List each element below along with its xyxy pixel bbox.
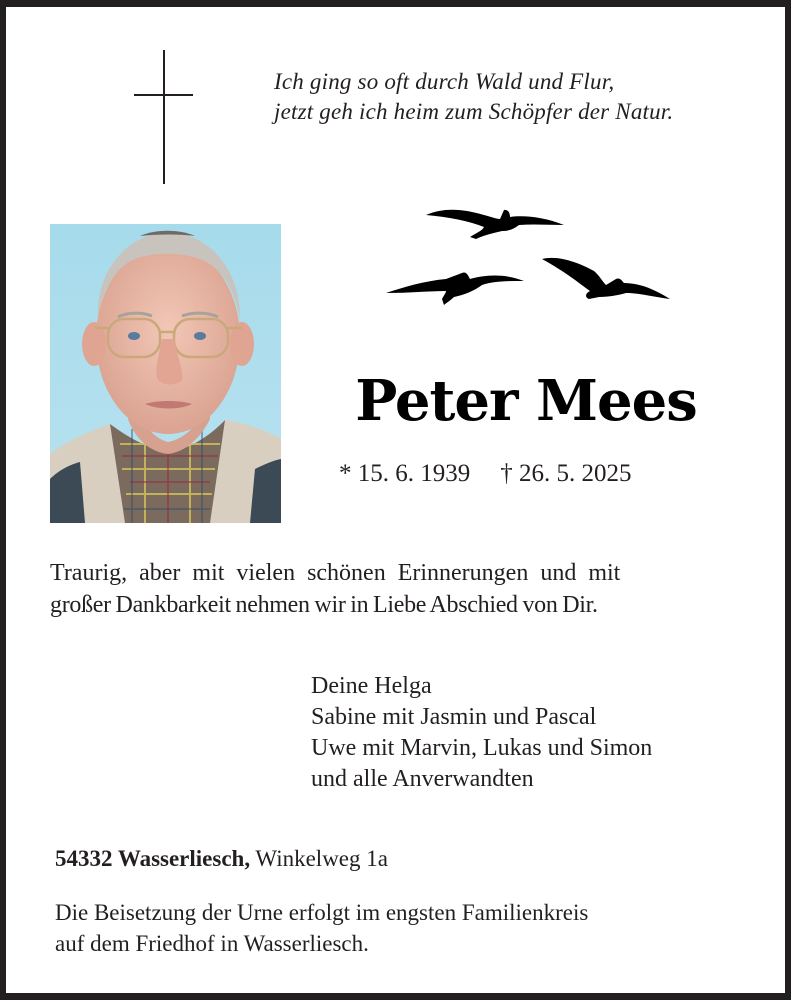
verse-line: jetzt geh ich heim zum Schöpfer der Natur. bbox=[274, 99, 674, 124]
mourners-list bbox=[311, 671, 761, 795]
deceased-name: Peter Mees bbox=[355, 368, 697, 434]
mourner: Uwe mit Marvin, Lukas und Simon bbox=[311, 735, 653, 761]
life-dates bbox=[339, 457, 759, 491]
message-line: großer Dankbarkeit nehmen wir in Liebe Abschied von Dir. bbox=[50, 592, 598, 618]
mourner: Deine Helga bbox=[311, 673, 432, 699]
burial-info bbox=[55, 897, 775, 959]
burial-line: auf dem Friedhof in Wasserliesch. bbox=[55, 931, 369, 956]
farewell-message bbox=[50, 557, 762, 621]
cross-icon bbox=[134, 50, 194, 184]
death-date: † 26. 5. 2025 bbox=[500, 460, 632, 487]
address-city: 54332 Wasserliesch, bbox=[55, 846, 251, 871]
mourner: und alle Anverwandten bbox=[311, 766, 534, 792]
portrait-illustration bbox=[50, 224, 281, 523]
memorial-verse bbox=[274, 67, 774, 127]
portrait-photo bbox=[50, 224, 281, 523]
family-address bbox=[55, 843, 755, 875]
burial-line: Die Beisetzung der Urne erfolgt im engsten Familienkreis bbox=[55, 900, 589, 925]
mourner: Sabine mit Jasmin und Pascal bbox=[311, 704, 597, 730]
verse-line: Ich ging so oft durch Wald und Flur, bbox=[274, 69, 615, 94]
message-line: Traurig, aber mit vielen schönen Erinnerungen und mit bbox=[50, 560, 621, 586]
birth-date: * 15. 6. 1939 bbox=[339, 460, 471, 487]
flying-birds-icon bbox=[384, 195, 674, 310]
address-street: Winkelweg 1a bbox=[255, 846, 388, 871]
